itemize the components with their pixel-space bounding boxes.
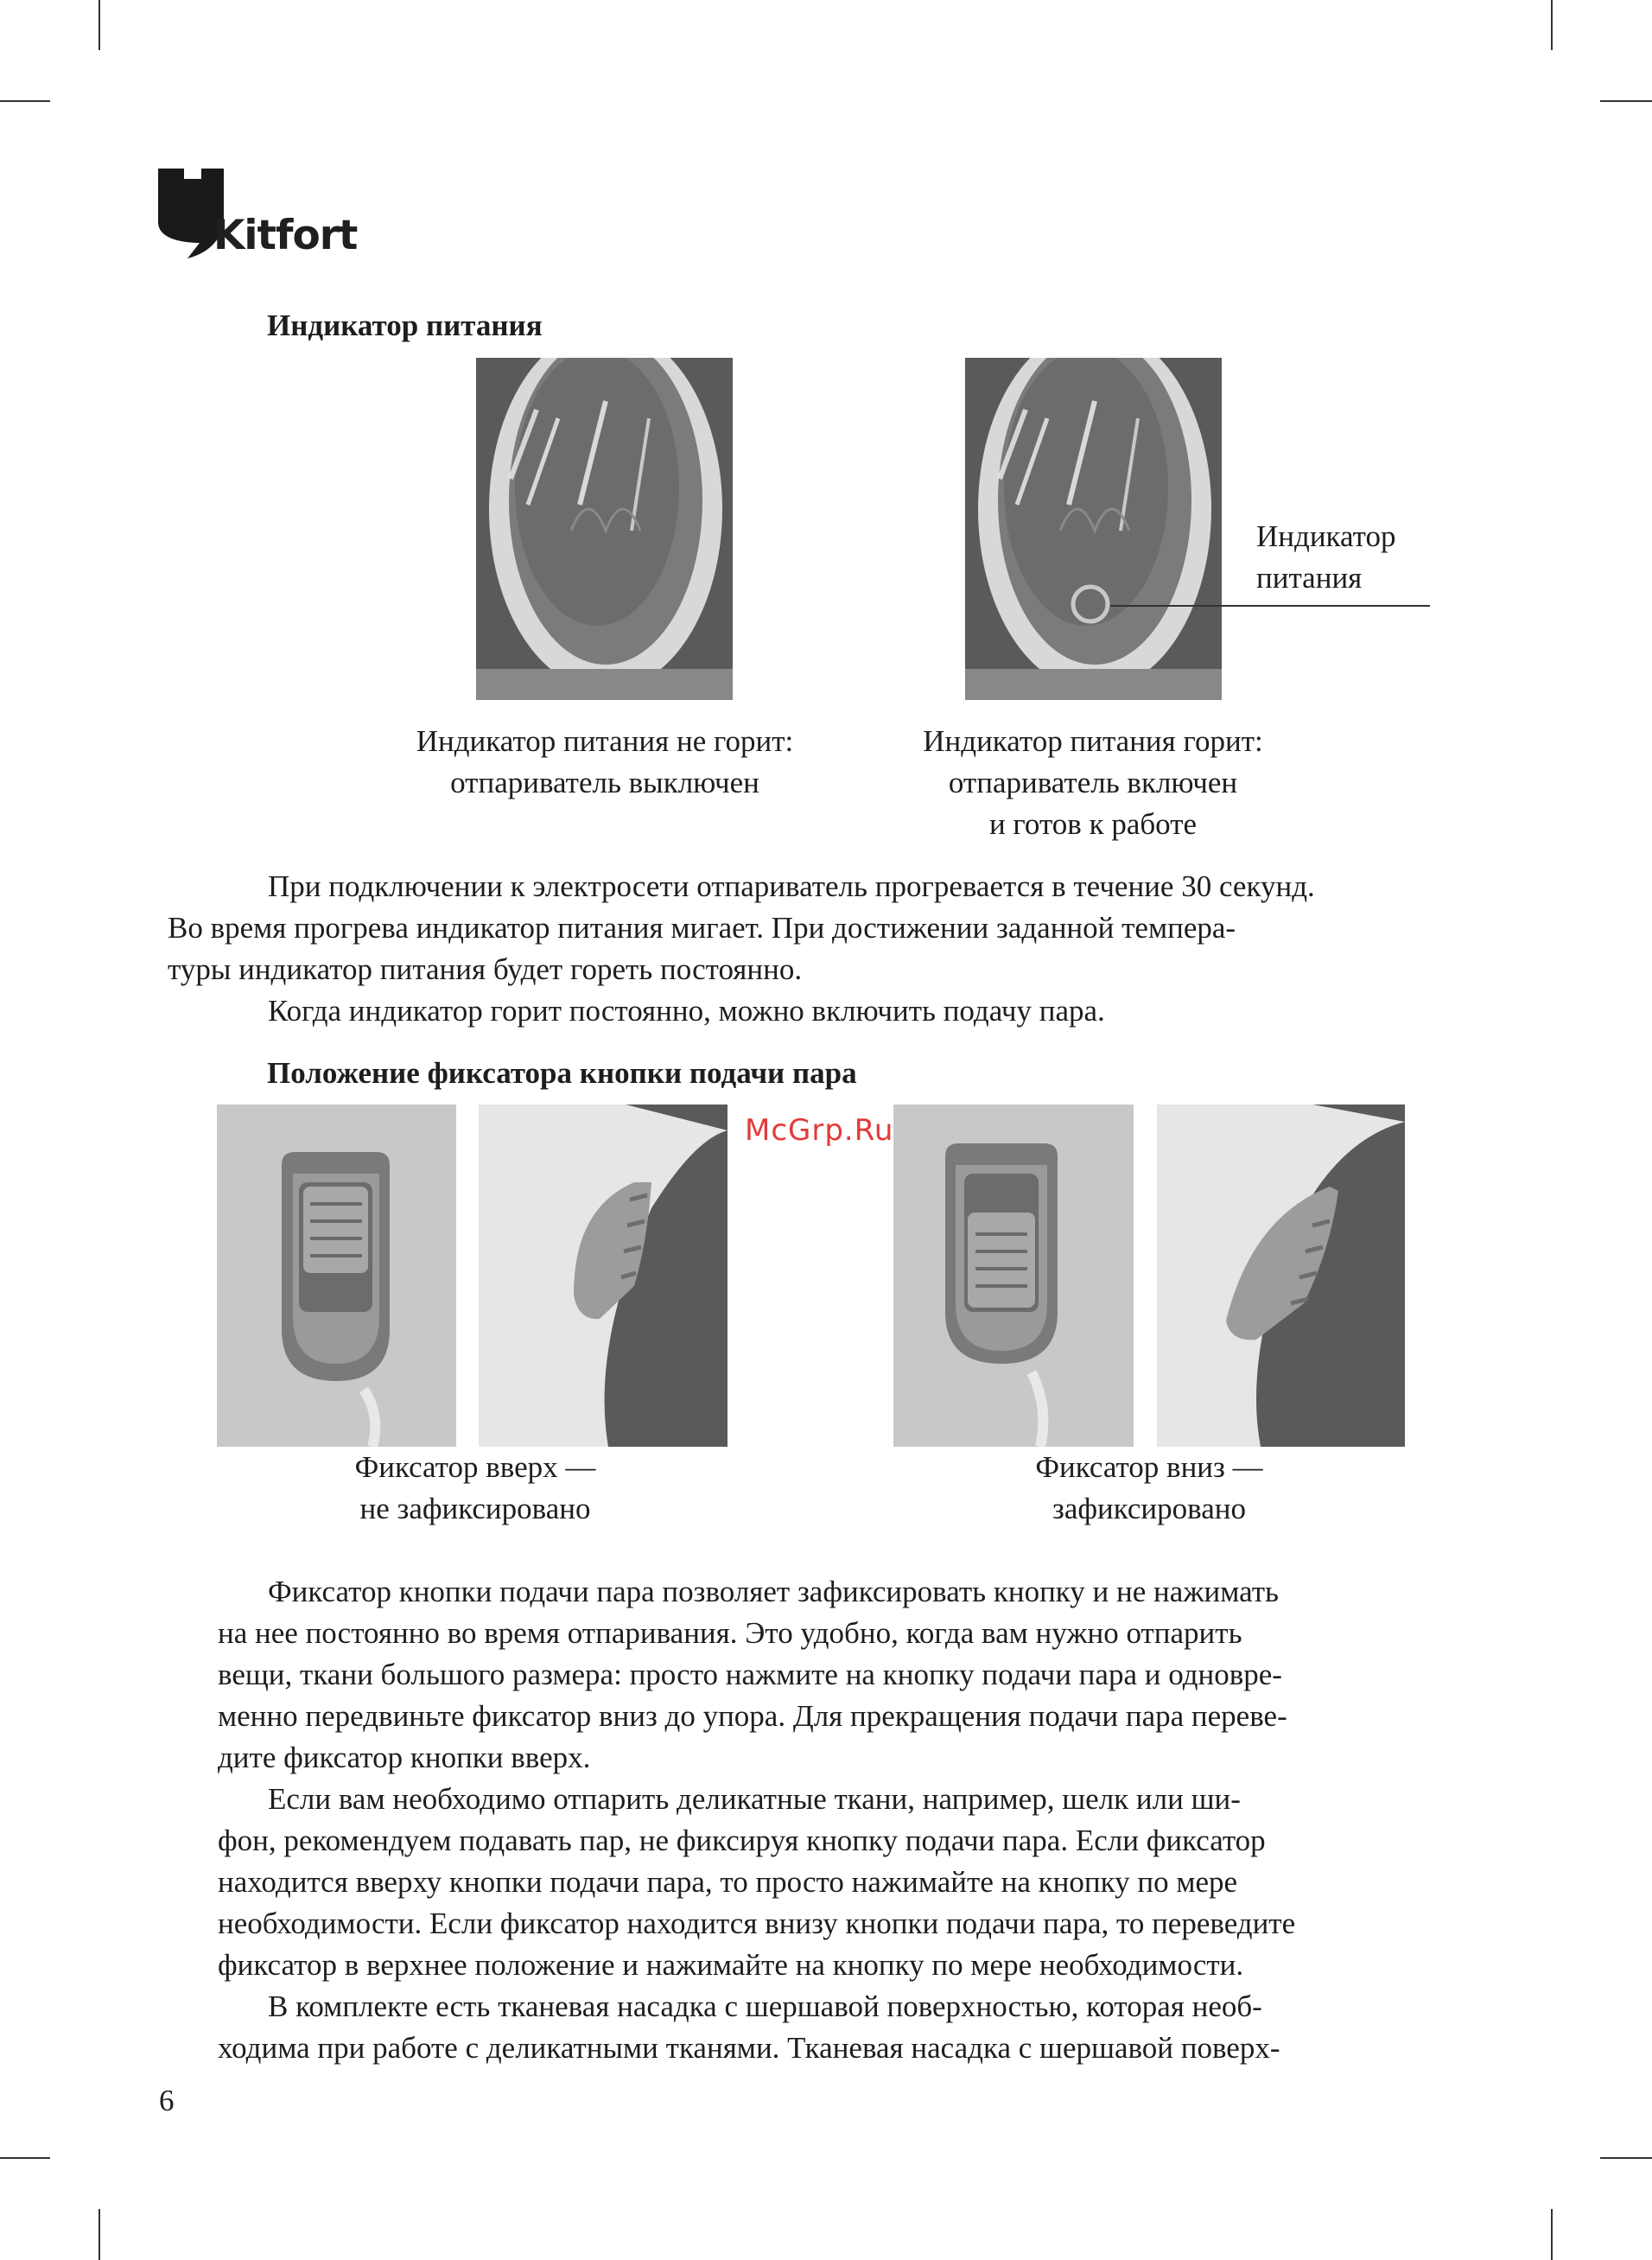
text-line: вещи, ткани большого размера: просто нажмите на кнопку подачи пара и одновре- xyxy=(218,1658,1282,1691)
caption-line: Индикатор питания горит: xyxy=(923,724,1263,758)
text-line: В комплекте есть тканевая насадка с шершавой поверхностью, которая необ- xyxy=(268,1989,1262,2023)
caption-indicator-on xyxy=(834,721,1352,845)
steamer-head-image xyxy=(965,358,1222,700)
lock-side-image xyxy=(1157,1105,1405,1447)
text-line: необходимости. Если фиксатор находится внизу кнопки подачи пара, то переведите xyxy=(218,1907,1296,1940)
section-heading-lock-position: Положение фиксатора кнопки подачи пара xyxy=(267,1056,857,1090)
paragraph xyxy=(168,866,1449,990)
watermark: McGrp.Ru xyxy=(745,1113,894,1148)
paragraph-block-2 xyxy=(218,1571,1449,2069)
crop-mark xyxy=(98,2209,100,2260)
callout-label xyxy=(1256,516,1395,599)
page-number: 6 xyxy=(159,2084,175,2117)
caption-line: не зафиксировано xyxy=(359,1492,591,1525)
crop-mark xyxy=(1600,100,1652,102)
photo-lock-up-front xyxy=(217,1105,456,1447)
text-line: находится вверху кнопки подачи пара, то просто нажимайте на кнопку по мере xyxy=(218,1865,1238,1899)
paragraph xyxy=(218,1779,1449,1986)
paragraph-block-1 xyxy=(168,866,1449,1032)
caption-line: и готов к работе xyxy=(988,807,1198,841)
text-line: дите фиксатор кнопки вверх. xyxy=(218,1741,591,1774)
crop-mark xyxy=(0,2157,50,2159)
text-line: Фиксатор кнопки подачи пара позволяет зафиксировать кнопку и не нажимать xyxy=(268,1575,1280,1608)
caption-line: Фиксатор вверх — xyxy=(354,1450,596,1484)
crop-mark xyxy=(1600,2157,1652,2159)
text-line: туры индикатор питания будет гореть постоянно. xyxy=(168,952,803,986)
photo-indicator-off xyxy=(476,358,733,700)
lock-side-image xyxy=(479,1105,728,1447)
text-line: на нее постоянно во время отпаривания. Это удобно, когда вам нужно отпарить xyxy=(218,1616,1242,1650)
paragraph: Когда индикатор горит постоянно, можно включить подачу пара. xyxy=(268,994,1105,1028)
caption-line: Индикатор питания не горит: xyxy=(416,724,794,758)
crop-mark xyxy=(98,0,100,50)
photo-indicator-on xyxy=(965,358,1222,700)
caption-line: отпариватель выключен xyxy=(450,766,759,799)
brand-name: Kitfort xyxy=(213,212,358,259)
caption-line: Фиксатор вниз — xyxy=(1035,1450,1263,1484)
lock-front-image xyxy=(217,1105,456,1447)
caption-lock-down xyxy=(963,1447,1335,1530)
crop-mark xyxy=(1551,2209,1553,2260)
photo-lock-up-side xyxy=(479,1105,728,1447)
caption-indicator-off xyxy=(346,721,864,804)
paragraph xyxy=(218,1571,1449,1779)
text-line: фиксатор в верхнее положение и нажимайте на кнопку по мере необходимости. xyxy=(218,1948,1244,1982)
callout-label-line2: питания xyxy=(1256,561,1363,595)
section-heading-power-indicator: Индикатор питания xyxy=(267,309,543,342)
crop-mark xyxy=(0,100,50,102)
text-line: Во время прогрева индикатор питания мигает. При достижении заданной темпера- xyxy=(168,911,1236,945)
steamer-head-image xyxy=(476,358,733,700)
brand-logo xyxy=(158,169,357,264)
paragraph xyxy=(218,1986,1449,2069)
text-line: При подключении к электросети отпариватель прогревается в течение 30 секунд. xyxy=(268,869,1315,903)
caption-line: зафиксировано xyxy=(1052,1492,1246,1525)
text-line: фон, рекомендуем подавать пар, не фиксируя кнопку подачи пара. Если фиксатор xyxy=(218,1824,1266,1857)
caption-line: отпариватель включен xyxy=(948,766,1238,799)
lock-front-image xyxy=(893,1105,1134,1447)
photo-lock-down-side xyxy=(1157,1105,1405,1447)
text-line: Если вам необходимо отпарить деликатные ткани, например, шелк или ши- xyxy=(268,1782,1241,1816)
text-line: ходима при работе с деликатными тканями. Тканевая насадка с шершавой поверх- xyxy=(218,2031,1280,2065)
caption-lock-up xyxy=(289,1447,661,1530)
callout-line xyxy=(1110,605,1430,607)
photo-lock-down-front xyxy=(893,1105,1134,1447)
callout-label-line1: Индикатор xyxy=(1256,519,1396,553)
text-line: менно передвиньте фиксатор вниз до упора. Для прекращения подачи пара переве- xyxy=(218,1699,1287,1733)
crop-mark xyxy=(1551,0,1553,50)
